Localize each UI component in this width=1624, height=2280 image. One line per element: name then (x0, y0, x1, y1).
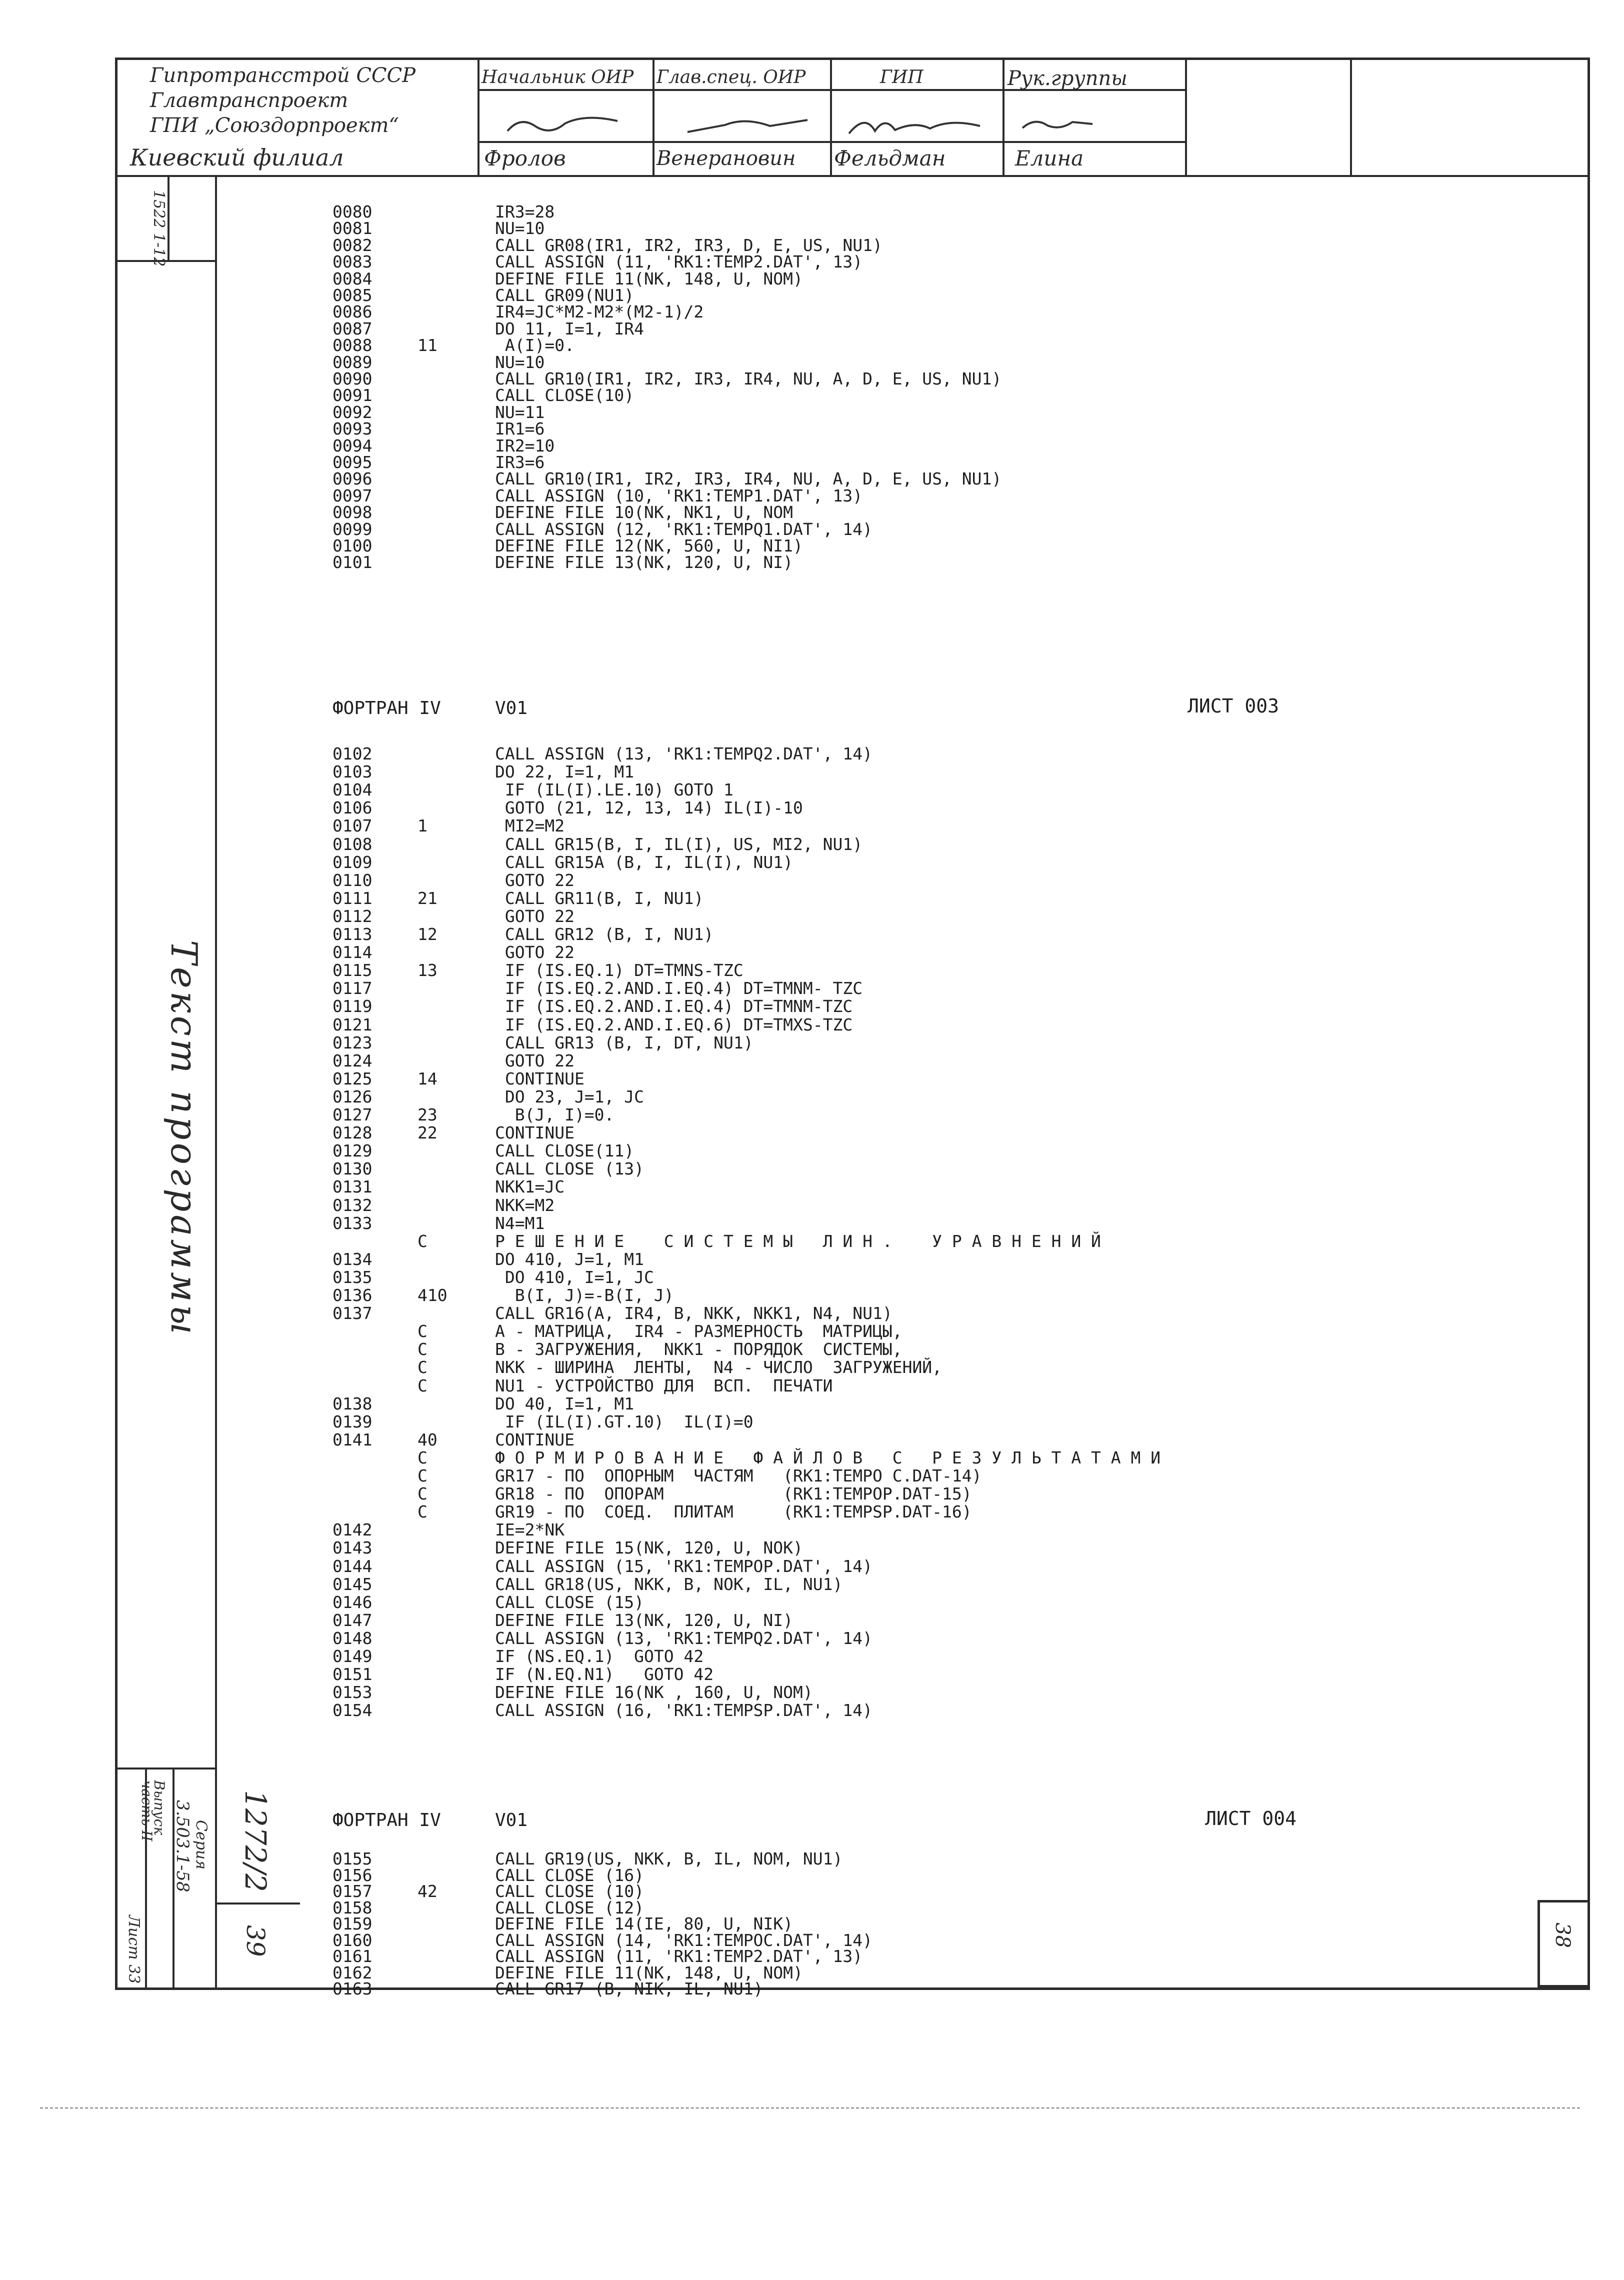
statement-text: CALL CLOSE (16) (495, 1865, 644, 1885)
signature-chief-spec (685, 111, 810, 136)
statement-text: IE=2*NK (495, 1520, 565, 1540)
statement-text: CALL GR13 (B, I, DT, NU1) (495, 1032, 754, 1052)
line-number: 0085 (332, 286, 372, 305)
statement-label: C (418, 1358, 428, 1378)
statement-text: CALL CLOSE(11) (495, 1141, 634, 1161)
org-line-4: Киевский филиал (130, 144, 344, 171)
statement-text: IF (IL(I).LE.10) GOTO 1 (495, 780, 734, 800)
corner-mark: 1522 1-12 (150, 190, 168, 267)
line-number: 0114 (332, 942, 372, 962)
statement-text: CALL ASSIGN (15, 'RK1:TEMPOP.DAT', 14) (495, 1556, 872, 1576)
line-number: 0123 (332, 1032, 372, 1052)
statement-text: DO 11, I=1, IR4 (495, 318, 644, 338)
statement-label: C (418, 1322, 428, 1342)
statement-text: GOTO 22 (495, 942, 574, 962)
fortran-header-2-version: V01 (495, 1810, 528, 1830)
fortran-header-2-left: ФОРТРАН IV (332, 1810, 441, 1830)
statement-text: DEFINE FILE 10(NK, NK1, U, NOM (495, 502, 794, 522)
statement-text: A - МАТРИЦА, IR4 - РАЗМЕРНОСТЬ МАТРИЦЫ, (495, 1322, 902, 1342)
line-number: 0100 (332, 536, 372, 556)
statement-text: GR17 - ПО ОПОРНЫМ ЧАСТЯМ (RK1:TEMPO C.DAT-14) (495, 1466, 982, 1486)
statement-text: IR3=28 (495, 202, 555, 222)
line-number: 0157 (332, 1882, 372, 1901)
line-number: 0153 (332, 1682, 372, 1702)
statement-text: CONTINUE (495, 1430, 574, 1450)
line-number: 0097 (332, 486, 372, 506)
line-number: 0111 (332, 888, 372, 908)
name-frolov: Фролов (484, 146, 566, 170)
line-number: 0143 (332, 1538, 372, 1558)
org-line-3: ГПИ „Союздорпроект“ (150, 114, 399, 137)
statement-text: NU1 - УСТРОЙСТВО ДЛЯ ВСП. ПЕЧАТИ (495, 1376, 833, 1396)
statement-text: DEFINE FILE 16(NK , 160, U, NOM) (495, 1682, 813, 1702)
statement-text: CALL CLOSE (12) (495, 1898, 644, 1918)
line-number: 0145 (332, 1574, 372, 1594)
statement-text: CALL GR10(IR1, IR2, IR3, IR4, NU, A, D, E, US, NU1) (495, 469, 1002, 489)
line-number: 0151 (332, 1664, 372, 1684)
line-number: 0088 (332, 336, 372, 356)
line-number: 0099 (332, 519, 372, 539)
statement-text: CALL CLOSE (10) (495, 1882, 644, 1901)
title-block-divider-6 (1350, 58, 1352, 176)
line-number: 0131 (332, 1177, 372, 1197)
statement-text: IF (IS.EQ.2.AND.I.EQ.4) DT=TMNM- TZC (495, 978, 863, 998)
statement-text: CONTINUE (495, 1123, 574, 1143)
statement-label: 1 (418, 816, 428, 836)
name-elina: Елина (1015, 146, 1084, 170)
line-number: 0103 (332, 762, 372, 782)
statement-text: CALL GR10(IR1, IR2, IR3, IR4, NU, A, D, E, US, NU1) (495, 369, 1002, 388)
statement-label: 14 (418, 1068, 438, 1088)
statement-text: IF (IS.EQ.2.AND.I.EQ.6) DT=TMXS-TZC (495, 1014, 853, 1034)
statement-text: NKK - ШИРИНА ЛЕНТЫ, N4 - ЧИСЛО ЗАГРУЖЕНИЙ, (495, 1358, 942, 1378)
left-column-inner-divider (168, 175, 170, 260)
line-number: 0104 (332, 780, 372, 800)
statement-text: DO 22, I=1, M1 (495, 762, 634, 782)
line-number: 0162 (332, 1962, 372, 1982)
line-number: 0081 (332, 218, 372, 238)
line-number: 0110 (332, 870, 372, 890)
line-number: 0139 (332, 1412, 372, 1432)
line-number: 0101 (332, 552, 372, 572)
statement-text: CALL GR12 (B, I, NU1) (495, 924, 714, 944)
role-chief-spec: Глав.спец. ОИР (656, 67, 806, 88)
statement-text: NKK=M2 (495, 1195, 555, 1215)
statement-text: CALL CLOSE (15) (495, 1592, 644, 1612)
statement-label: 410 (418, 1286, 448, 1305)
sheet-number-003: ЛИСТ 003 (1188, 695, 1280, 717)
line-number: 0106 (332, 798, 372, 818)
side-title: Текст программы (163, 940, 205, 1338)
line-number: 0156 (332, 1865, 372, 1885)
left-stamp-split (215, 1902, 300, 1904)
statement-label: 21 (418, 888, 438, 908)
statement-text: GR18 - ПО ОПОРАМ (RK1:TEMPOP.DAT-15) (495, 1484, 972, 1504)
list-label: Лист 33 (125, 1915, 142, 1984)
line-number: 0082 (332, 235, 372, 255)
statement-text: DEFINE FILE 11(NK, 148, U, NOM) (495, 268, 803, 288)
statement-text: DEFINE FILE 14(IE, 80, U, NIK) (495, 1914, 794, 1934)
statement-label: C (418, 1448, 428, 1468)
statement-label: 42 (418, 1882, 438, 1901)
statement-text: NKK1=JC (495, 1177, 565, 1197)
org-line-2: Главтранспроект (150, 89, 348, 112)
statement-text: IR1=6 (495, 419, 545, 439)
line-number: 0147 (332, 1610, 372, 1630)
line-number: 0125 (332, 1068, 372, 1088)
line-number: 0128 (332, 1123, 372, 1143)
statement-label: 11 (418, 336, 438, 356)
line-number: 0138 (332, 1394, 372, 1414)
line-number: 0083 (332, 252, 372, 272)
statement-text: CALL ASSIGN (11, 'RK1:TEMP2.DAT', 13) (495, 252, 863, 272)
statement-text: CALL ASSIGN (12, 'RK1:TEMPQ1.DAT', 14) (495, 519, 872, 539)
statement-text: GOTO 22 (495, 1050, 574, 1070)
line-number: 0129 (332, 1141, 372, 1161)
statement-text: DEFINE FILE 12(NK, 560, U, NI1) (495, 536, 803, 556)
line-number: 0137 (332, 1304, 372, 1324)
line-number: 0098 (332, 502, 372, 522)
line-number: 0113 (332, 924, 372, 944)
statement-text: Ф О Р М И Р О В А Н И Е Ф А Й Л О В С Р Е З У Л Ь Т А Т А М И (495, 1448, 1161, 1468)
title-block-divider-1 (478, 58, 480, 176)
line-number: 0084 (332, 268, 372, 288)
line-number: 0093 (332, 419, 372, 439)
org-line-1: Гипротрансстрой СССР (150, 64, 416, 87)
fortran-header-1 (332, 698, 441, 718)
role-head-oir: Начальник ОИР (482, 67, 634, 88)
line-number: 0133 (332, 1213, 372, 1233)
statement-label: 40 (418, 1430, 438, 1450)
statement-text: IF (N.EQ.N1) GOTO 42 (495, 1664, 714, 1684)
title-block-divider-2 (652, 58, 654, 176)
line-number: 0086 (332, 302, 372, 322)
name-veneranovin: Венерановин (656, 147, 796, 170)
statement-label: C (418, 1466, 428, 1486)
statement-text: CALL GR15A (B, I, IL(I), NU1) (495, 852, 794, 872)
left-column-stamp-line (115, 1768, 215, 1770)
statement-text: Р Е Ш Е Н И Е С И С Т Е М Ы Л И Н . У Р А В Н Е Н И Й (495, 1231, 1101, 1251)
title-block-divider-4 (1002, 58, 1004, 176)
line-number: 0124 (332, 1050, 372, 1070)
line-number: 0080 (332, 202, 372, 222)
line-number: 0136 (332, 1286, 372, 1305)
statement-text: B - ЗАГРУЖЕНИЯ, NKK1 - ПОРЯДОК СИСТЕМЫ, (495, 1340, 902, 1360)
line-number: 0091 (332, 386, 372, 406)
statement-text: DO 410, J=1, M1 (495, 1249, 644, 1269)
line-number: 0132 (332, 1195, 372, 1215)
part-label: часть II (138, 1780, 155, 1842)
statement-text: CALL GR18(US, NKK, B, NOK, IL, NU1) (495, 1574, 843, 1594)
statement-text: CALL ASSIGN (10, 'RK1:TEMP1.DAT', 13) (495, 486, 863, 506)
title-block-divider-3 (830, 58, 832, 176)
statement-label: 13 (418, 960, 438, 980)
line-number: 0134 (332, 1249, 372, 1269)
statement-label: 22 (418, 1123, 438, 1143)
line-number: 0094 (332, 436, 372, 456)
statement-label: C (418, 1376, 428, 1396)
title-block-divider-5 (1185, 58, 1187, 176)
line-number: 0144 (332, 1556, 372, 1576)
line-number: 0146 (332, 1592, 372, 1612)
statement-text: MI2=M2 (495, 816, 565, 836)
statement-text: CALL GR11(B, I, NU1) (495, 888, 704, 908)
statement-label: 12 (418, 924, 438, 944)
statement-text: IF (IS.EQ.1) DT=TMNS-TZC (495, 960, 744, 980)
line-number: 0130 (332, 1159, 372, 1179)
title-block-bottom-line (115, 175, 1588, 177)
statement-label: C (418, 1340, 428, 1360)
line-number: 0119 (332, 996, 372, 1016)
statement-text: CALL ASSIGN (11, 'RK1:TEMP2.DAT', 13) (495, 1946, 863, 1966)
statement-label: 23 (418, 1105, 438, 1124)
line-number: 0121 (332, 1014, 372, 1034)
statement-text: B(I, J)=-B(I, J) (495, 1286, 674, 1305)
statement-text: GOTO 22 (495, 906, 574, 926)
statement-text: CALL GR17 (B, NIK, IL, NU1) (495, 1979, 764, 1998)
line-number: 0117 (332, 978, 372, 998)
line-number: 0090 (332, 369, 372, 388)
line-number: 0112 (332, 906, 372, 926)
statement-text: CALL CLOSE(10) (495, 386, 634, 406)
statement-text: CALL ASSIGN (13, 'RK1:TEMPQ2.DAT', 14) (495, 1628, 872, 1648)
statement-label: C (418, 1231, 428, 1251)
statement-text: DEFINE FILE 11(NK, 148, U, NOM) (495, 1962, 803, 1982)
line-number: 0155 (332, 1849, 372, 1868)
statement-text: IR4=JC*M2-M2*(M2-1)/2 (495, 302, 704, 322)
line-number: 0089 (332, 352, 372, 372)
sheet-number-004: ЛИСТ 004 (1205, 1808, 1297, 1830)
line-number: 0108 (332, 834, 372, 854)
statement-text: NU=11 (495, 402, 545, 422)
line-number: 0126 (332, 1086, 372, 1106)
statement-text: DO 410, I=1, JC (495, 1267, 654, 1287)
statement-text: N4=M1 (495, 1213, 545, 1233)
statement-text: CALL GR19(US, NKK, B, IL, NOM, NU1) (495, 1849, 843, 1868)
statement-text: DEFINE FILE 13(NK, 120, U, NI) (495, 552, 794, 572)
signature-head-oir (505, 111, 620, 136)
statement-text: CALL ASSIGN (13, 'RK1:TEMPQ2.DAT', 14) (495, 744, 872, 764)
line-number: 0115 (332, 960, 372, 980)
statement-text: GOTO (21, 12, 13, 14) IL(I)-10 (495, 798, 803, 818)
left-column-divider (215, 175, 217, 1988)
line-number: 0127 (332, 1105, 372, 1124)
statement-text: DEFINE FILE 15(NK, 120, U, NOK) (495, 1538, 803, 1558)
line-number: 0160 (332, 1930, 372, 1950)
statement-text: A(I)=0. (495, 336, 574, 356)
line-number: 0109 (332, 852, 372, 872)
line-number: 0096 (332, 469, 372, 489)
statement-text: NU=10 (495, 352, 545, 372)
statement-text: DO 23, J=1, JC (495, 1086, 644, 1106)
sheet-small: 39 (241, 1925, 270, 1957)
statement-text: IF (IL(I).GT.10) IL(I)=0 (495, 1412, 754, 1432)
signature-group-lead (1020, 113, 1095, 133)
line-number: 0161 (332, 1946, 372, 1966)
statement-text: CONTINUE (495, 1068, 584, 1088)
line-number: 0154 (332, 1700, 372, 1720)
line-number: 0158 (332, 1898, 372, 1918)
fortran-header-2 (332, 1810, 441, 1830)
statement-text: CALL ASSIGN (16, 'RK1:TEMPSP.DAT', 14) (495, 1700, 872, 1720)
statement-text: GOTO 22 (495, 870, 574, 890)
role-gip: ГИП (880, 67, 924, 88)
statement-label: C (418, 1484, 428, 1504)
line-number: 0092 (332, 402, 372, 422)
statement-label: C (418, 1502, 428, 1522)
code-number: 1272/2 (238, 1790, 272, 1892)
line-number: 0148 (332, 1628, 372, 1648)
line-number: 0163 (332, 1979, 372, 1998)
statement-text: CALL GR16(A, IR4, B, NKK, NKK1, N4, NU1) (495, 1304, 892, 1324)
statement-text: IR2=10 (495, 436, 555, 456)
signature-gip (845, 111, 985, 138)
statement-text: IF (IS.EQ.2.AND.I.EQ.4) DT=TMNM-TZC (495, 996, 853, 1016)
statement-text: GR19 - ПО СОЕД. ПЛИТАМ (RK1:TEMPSP.DAT-16) (495, 1502, 972, 1522)
statement-text: DEFINE FILE 13(NK, 120, U, NI) (495, 1610, 794, 1630)
issue-label: Выпуск (151, 1780, 168, 1836)
line-number: 0142 (332, 1520, 372, 1540)
fortran-header-1-left: ФОРТРАН IV (332, 698, 441, 718)
statement-text: IF (NS.EQ.1) GOTO 42 (495, 1646, 704, 1666)
line-number: 0107 (332, 816, 372, 836)
line-number: 0095 (332, 452, 372, 472)
statement-text: CALL GR08(IR1, IR2, IR3, D, E, US, NU1) (495, 235, 882, 255)
series-code: 3.503.1-58 (172, 1800, 192, 1892)
page-mark: 38 (1551, 1922, 1574, 1948)
line-number: 0087 (332, 318, 372, 338)
statement-text: CALL CLOSE (13) (495, 1159, 644, 1179)
statement-text: IR3=6 (495, 452, 545, 472)
statement-text: CALL GR09(NU1) (495, 286, 634, 305)
statement-text: CALL ASSIGN (14, 'RK1:TEMPOC.DAT', 14) (495, 1930, 872, 1950)
line-number: 0141 (332, 1430, 372, 1450)
name-feldman: Фельдман (834, 146, 946, 170)
statement-text: CALL GR15(B, I, IL(I), US, MI2, NU1) (495, 834, 863, 854)
fortran-header-1-version: V01 (495, 698, 528, 718)
series-label: Серия (192, 1820, 210, 1870)
line-number: 0159 (332, 1914, 372, 1934)
statement-text: B(J, I)=0. (495, 1105, 614, 1124)
role-group-lead: Рук.группы (1008, 67, 1128, 90)
statement-text: DO 40, I=1, M1 (495, 1394, 634, 1414)
line-number: 0149 (332, 1646, 372, 1666)
line-number: 0102 (332, 744, 372, 764)
line-number: 0135 (332, 1267, 372, 1287)
statement-text: NU=10 (495, 218, 545, 238)
